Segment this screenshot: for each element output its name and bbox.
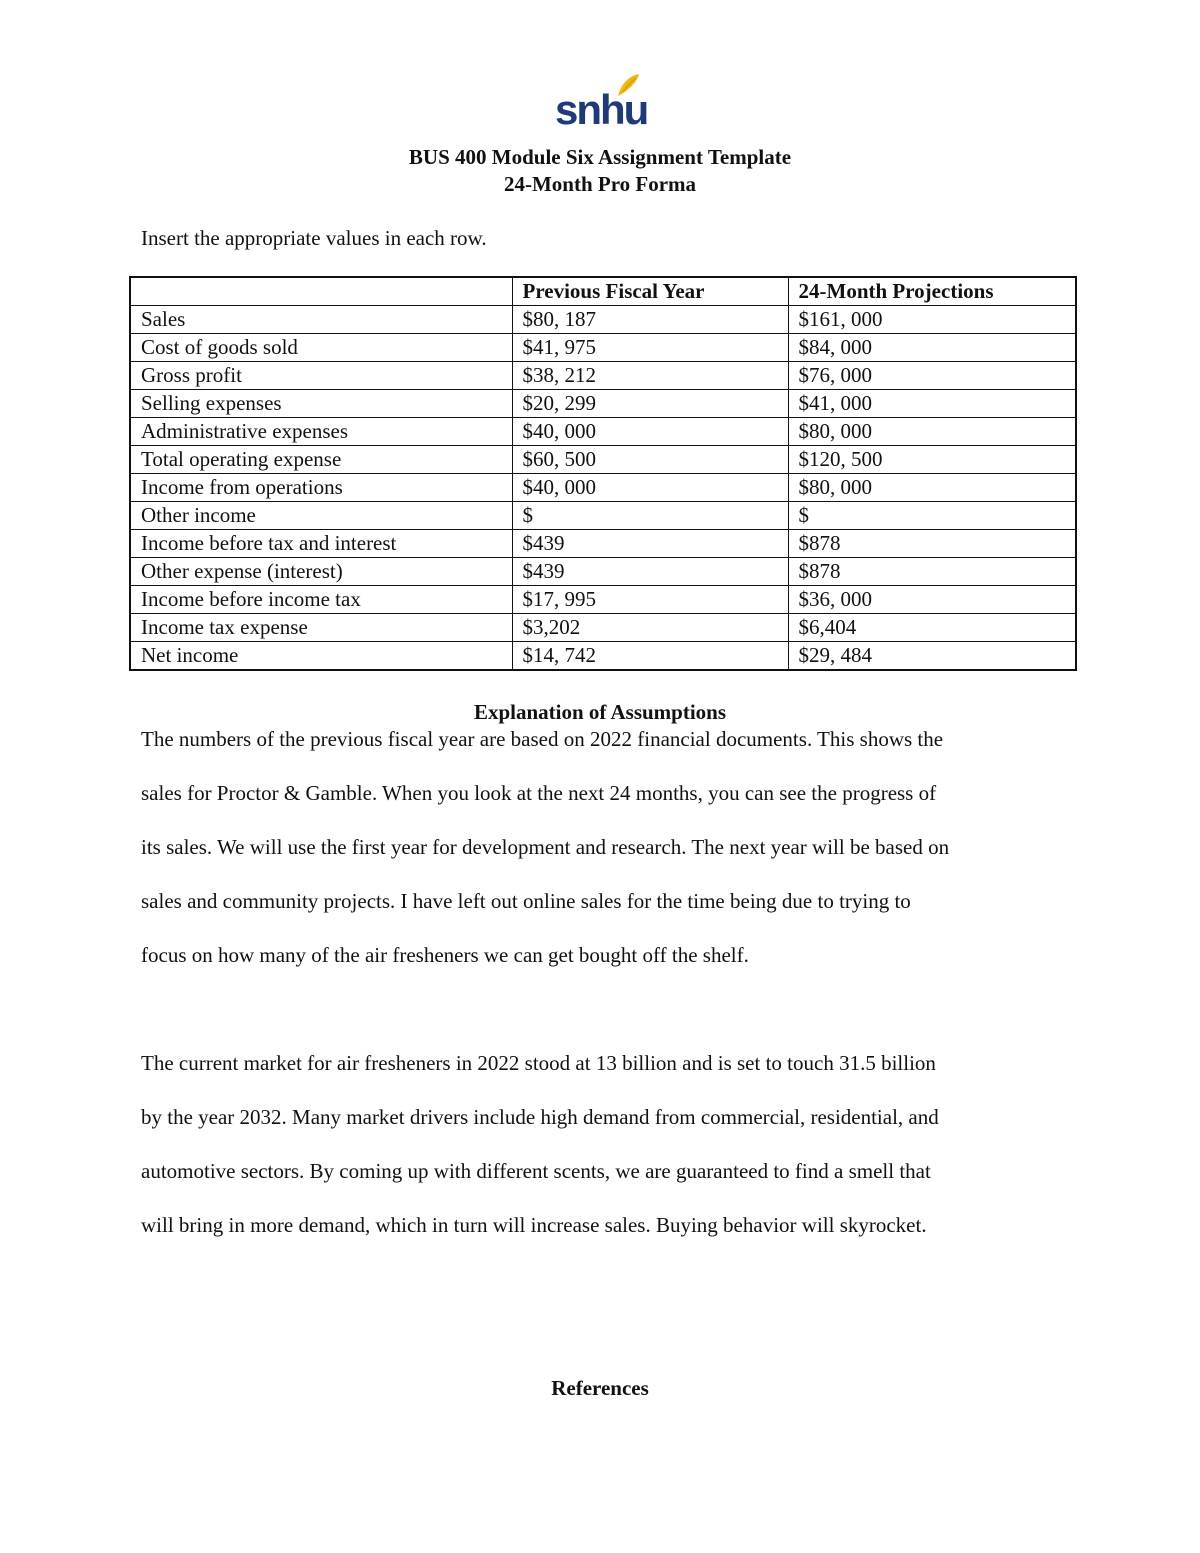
row-label-cell: Income before tax and interest	[130, 530, 512, 558]
table-row	[130, 614, 1076, 642]
previous-year-cell: $60, 500	[512, 446, 788, 474]
table-row	[130, 586, 1076, 614]
header-cell: 24-Month Projections	[788, 277, 1076, 306]
table-row	[130, 558, 1076, 586]
text-line: The numbers of the previous fiscal year are based on 2022 financial documents. This shows the	[141, 727, 944, 751]
row-label-cell: Income tax expense	[130, 614, 512, 642]
table-row	[130, 418, 1076, 446]
projection-cell: $41, 000	[788, 390, 1076, 418]
table-row	[130, 530, 1076, 558]
row-label-cell: Administrative expenses	[130, 418, 512, 446]
instruction-text: Insert the appropriate values in each row.	[141, 226, 487, 250]
assumptions-heading: Explanation of Assumptions	[473, 700, 727, 724]
previous-year-cell: $40, 000	[512, 418, 788, 446]
table-row	[130, 642, 1076, 671]
table-row	[130, 334, 1076, 362]
projection-cell: $120, 500	[788, 446, 1076, 474]
assumptions-paragraph-2	[141, 1050, 1071, 1266]
table-row	[130, 390, 1076, 418]
previous-year-cell: $40, 000	[512, 474, 788, 502]
previous-year-cell: $80, 187	[512, 306, 788, 334]
projection-cell: $161, 000	[788, 306, 1076, 334]
previous-year-cell: $20, 299	[512, 390, 788, 418]
previous-year-cell: $41, 975	[512, 334, 788, 362]
row-label-cell: Income from operations	[130, 474, 512, 502]
projection-cell: $80, 000	[788, 474, 1076, 502]
row-label-cell: Sales	[130, 306, 512, 334]
references-heading: References	[551, 1376, 649, 1400]
snhu-logo	[555, 72, 648, 134]
text-line: its sales. We will use the first year for development and research. The next year will be based on	[141, 835, 950, 859]
projection-cell: $	[788, 502, 1076, 530]
table-row	[130, 306, 1076, 334]
document-title: BUS 400 Module Six Assignment Template	[408, 145, 792, 169]
projection-cell: $76, 000	[788, 362, 1076, 390]
assumptions-paragraph-1	[141, 726, 1071, 996]
text-line: focus on how many of the air fresheners we can get bought off the shelf.	[141, 943, 749, 967]
table-header-row	[130, 277, 1076, 306]
row-label-cell: Gross profit	[130, 362, 512, 390]
pro-forma-table	[129, 276, 1077, 671]
header-cell: Previous Fiscal Year	[512, 277, 788, 306]
row-label-cell: Total operating expense	[130, 446, 512, 474]
projection-cell: $6,404	[788, 614, 1076, 642]
header-cell	[130, 277, 512, 306]
logo-text: snhu	[555, 86, 648, 133]
table-row	[130, 362, 1076, 390]
table-row	[130, 474, 1076, 502]
projection-cell: $80, 000	[788, 418, 1076, 446]
projection-cell: $878	[788, 530, 1076, 558]
row-label-cell: Income before income tax	[130, 586, 512, 614]
row-label-cell: Other expense (interest)	[130, 558, 512, 586]
projection-cell: $36, 000	[788, 586, 1076, 614]
previous-year-cell: $3,202	[512, 614, 788, 642]
previous-year-cell: $	[512, 502, 788, 530]
previous-year-cell: $439	[512, 530, 788, 558]
table-row	[130, 502, 1076, 530]
text-line: automotive sectors. By coming up with different scents, we are guaranteed to find a smell that	[141, 1159, 931, 1183]
text-line: sales for Proctor & Gamble. When you look at the next 24 months, you can see the progress of	[141, 781, 937, 805]
row-label-cell: Other income	[130, 502, 512, 530]
previous-year-cell: $14, 742	[512, 642, 788, 671]
text-line: will bring in more demand, which in turn will increase sales. Buying behavior will skyrocket.	[141, 1213, 927, 1237]
projection-cell: $84, 000	[788, 334, 1076, 362]
table-row	[130, 446, 1076, 474]
row-label-cell: Selling expenses	[130, 390, 512, 418]
row-label-cell: Cost of goods sold	[130, 334, 512, 362]
projection-cell: $29, 484	[788, 642, 1076, 671]
text-line: sales and community projects. I have left out online sales for the time being due to trying to	[141, 889, 911, 913]
projection-cell: $878	[788, 558, 1076, 586]
previous-year-cell: $439	[512, 558, 788, 586]
row-label-cell: Net income	[130, 642, 512, 671]
text-line: The current market for air fresheners in 2022 stood at 13 billion and is set to touch 31.5 billion	[141, 1051, 936, 1075]
previous-year-cell: $38, 212	[512, 362, 788, 390]
document-subtitle: 24-Month Pro Forma	[503, 172, 697, 196]
previous-year-cell: $17, 995	[512, 586, 788, 614]
text-line: by the year 2032. Many market drivers include high demand from commercial, residential, and	[141, 1105, 939, 1129]
